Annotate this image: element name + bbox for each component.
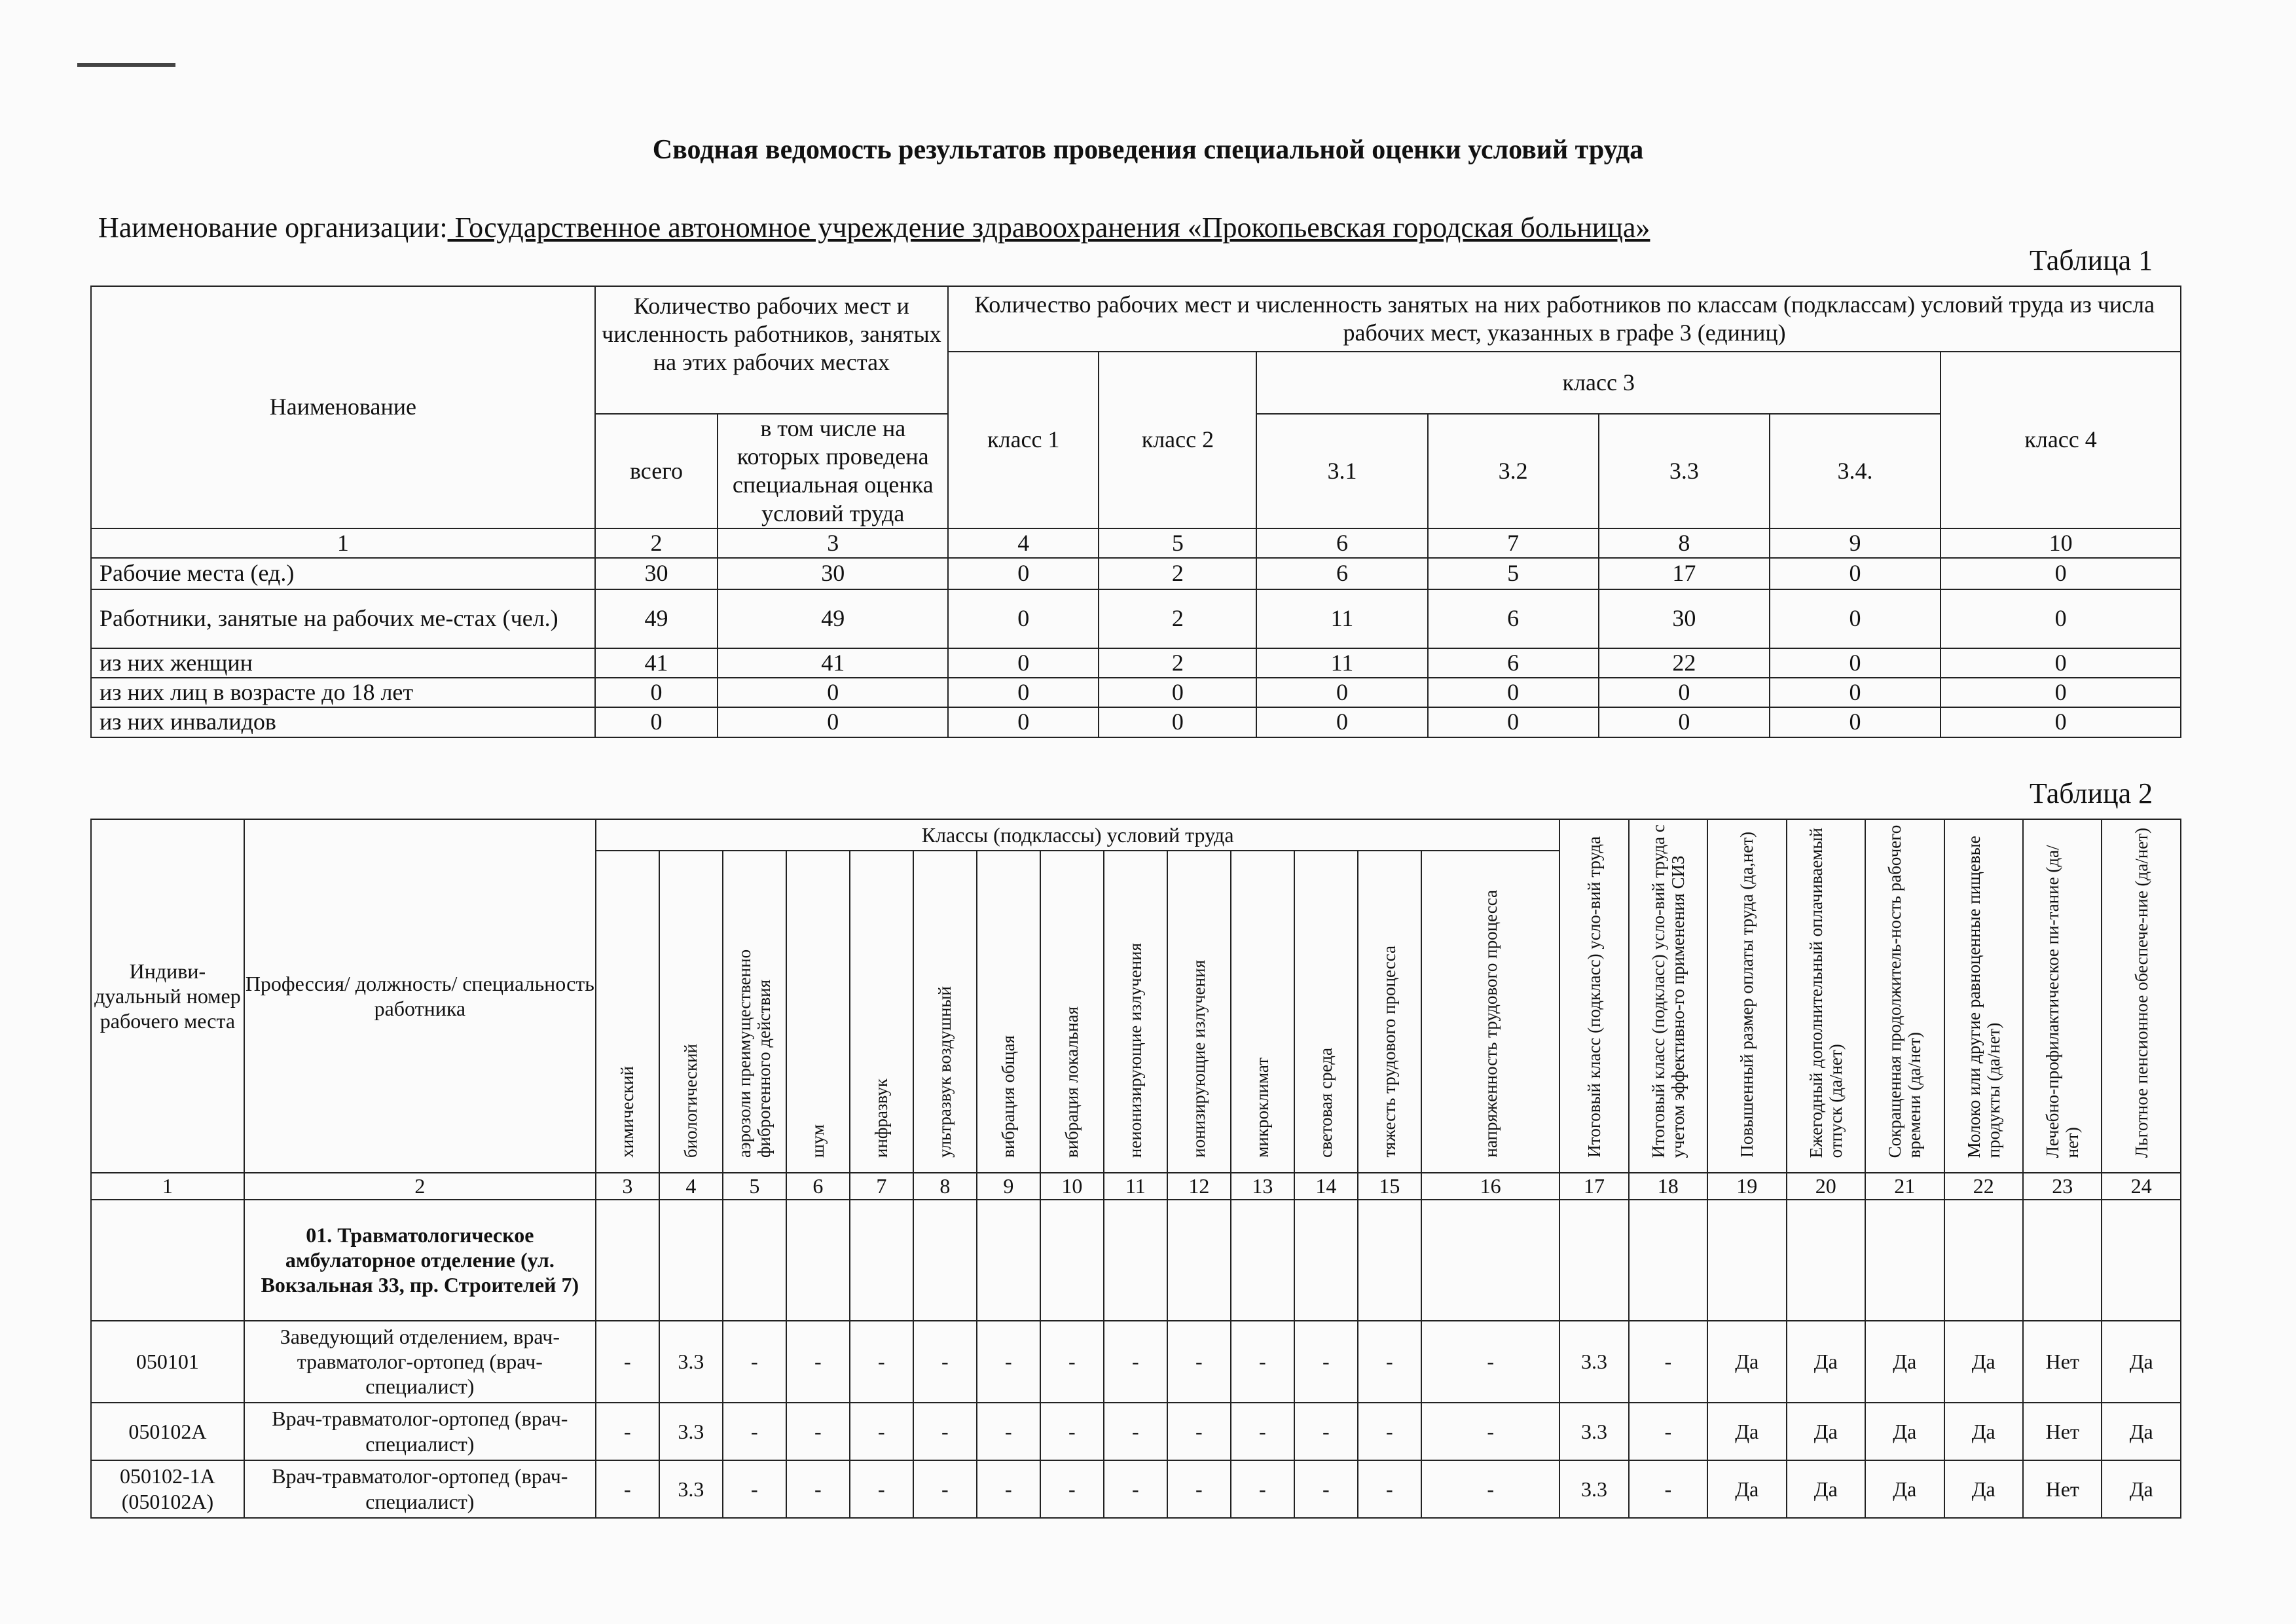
t1-cell: 0 (1256, 678, 1427, 707)
t1-header-class3: класс 3 (1256, 352, 1941, 414)
t1-cell: 0 (1599, 707, 1770, 737)
t2-header-extra-label: Итоговый класс (подкласс) усло-вий труда с учетом эффективно-го применения СИЗ (1648, 824, 1688, 1158)
t2-cell: Да (1944, 1321, 2023, 1403)
t2-cell: 3.3 (1559, 1403, 1628, 1460)
t2-section-blank (1865, 1200, 1944, 1321)
t2-cell: - (596, 1460, 659, 1518)
t2-header-factor (1294, 851, 1358, 1173)
t2-column-number: 20 (1787, 1173, 1865, 1199)
t1-cell: 2 (1099, 648, 1256, 678)
t1-cell: 11 (1256, 648, 1427, 678)
t2-cell: Да (1944, 1460, 2023, 1518)
t2-cell: - (1167, 1321, 1231, 1403)
t2-header-factor (850, 851, 913, 1173)
t1-cell: 6 (1428, 648, 1599, 678)
t2-column-number: 19 (1707, 1173, 1786, 1199)
t2-column-number: 22 (1944, 1173, 2023, 1199)
t2-header-extra-label: Льготное пенсионное обеспече-ние (да/нет) (2131, 827, 2151, 1158)
t2-cell: - (1421, 1403, 1560, 1460)
t2-header-extra-label: Молоко или другие равноценные пищевые продукты (да/нет) (1963, 835, 2003, 1158)
t2-header-factor-label: световая среда (1316, 1048, 1336, 1158)
t1-column-number: 3 (718, 528, 948, 558)
t2-cell: Нет (2023, 1403, 2102, 1460)
t2-header-extra-label: Сокращенная продолжитель-ность рабочего времени (да/нет) (1885, 824, 1925, 1158)
t2-cell: - (1167, 1403, 1231, 1460)
t2-section-blank (1944, 1200, 2023, 1321)
t2-header-factor-label: тяжесть трудового процесса (1379, 946, 1400, 1158)
t2-header-id: Индиви-дуальный номер рабочего места (91, 819, 244, 1173)
t2-workplace-id: 050102-1А (050102А) (91, 1460, 244, 1518)
t2-section-blank (1231, 1200, 1294, 1321)
t2-cell: - (1358, 1403, 1421, 1460)
t2-header-factor-label: неионизирующие излучения (1125, 942, 1146, 1158)
t2-column-number: 1 (91, 1173, 244, 1199)
t1-header-class2: класс 2 (1099, 352, 1256, 528)
t1-column-number: 10 (1941, 528, 2181, 558)
t2-column-number: 7 (850, 1173, 913, 1199)
organization-label: Наименование организации: (98, 212, 448, 244)
t1-header-assessed: в том числе на которых проведена специальная оценка условий труда (718, 414, 948, 528)
t2-section-blank (659, 1200, 723, 1321)
t2-section-blank (1559, 1200, 1628, 1321)
t1-cell: 49 (718, 589, 948, 648)
scan-mark (77, 63, 175, 67)
t2-cell: Да (2102, 1403, 2181, 1460)
t2-header-extra (2023, 819, 2102, 1173)
t2-cell: - (786, 1403, 850, 1460)
t2-cell: - (1294, 1321, 1358, 1403)
t2-cell: - (977, 1321, 1040, 1403)
t2-cell: 3.3 (659, 1321, 723, 1403)
t1-cell: 0 (1256, 707, 1427, 737)
t2-section-blank (1040, 1200, 1104, 1321)
t1-cell: 22 (1599, 648, 1770, 678)
t1-cell: 30 (718, 558, 948, 589)
t2-cell: - (850, 1460, 913, 1518)
t2-header-extra (1707, 819, 1786, 1173)
t2-cell: - (723, 1403, 786, 1460)
t2-header-factor (1421, 851, 1560, 1173)
table-row (91, 648, 2181, 678)
t1-cell: 0 (948, 648, 1099, 678)
t2-cell: - (1040, 1321, 1104, 1403)
t1-cell: 2 (1099, 589, 1256, 648)
t1-cell: 0 (948, 707, 1099, 737)
table-row (91, 707, 2181, 737)
t2-section-blank (596, 1200, 659, 1321)
t2-cell: Да (1944, 1403, 2023, 1460)
t1-column-number: 1 (91, 528, 595, 558)
t2-cell: Нет (2023, 1460, 2102, 1518)
t2-header-factor-label: химический (617, 1066, 638, 1158)
t2-cell: - (913, 1460, 977, 1518)
t2-cell: Да (1787, 1321, 1865, 1403)
t2-header-factor-label: вибрация локальная (1062, 1006, 1082, 1158)
t2-cell: Да (1787, 1403, 1865, 1460)
summary-table-2 (90, 819, 2181, 1519)
t2-header-factor-label: шум (808, 1124, 828, 1158)
t2-section-blank (850, 1200, 913, 1321)
t2-section-blank (1629, 1200, 1707, 1321)
t2-header-factor (1231, 851, 1294, 1173)
t2-column-number: 15 (1358, 1173, 1421, 1199)
t2-column-number: 14 (1294, 1173, 1358, 1199)
t2-header-factor (977, 851, 1040, 1173)
t2-cell: - (850, 1321, 913, 1403)
t1-header-sub-3-4: 3.4. (1770, 414, 1941, 528)
t2-cell: Да (1865, 1321, 1944, 1403)
t2-profession: Врач-травматолог-ортопед (врач-специалист) (244, 1460, 596, 1518)
t1-header-class4: класс 4 (1941, 352, 2181, 528)
t2-cell: - (1040, 1403, 1104, 1460)
t2-column-number: 16 (1421, 1173, 1560, 1199)
t2-cell: - (1231, 1460, 1294, 1518)
t2-column-number: 12 (1167, 1173, 1231, 1199)
t2-header-factor-label: ультразвук воздушный (935, 986, 955, 1158)
t2-section-blank (913, 1200, 977, 1321)
t2-section-blank (1167, 1200, 1231, 1321)
t2-section-blank (977, 1200, 1040, 1321)
t2-column-number: 18 (1629, 1173, 1707, 1199)
t1-cell: 0 (1770, 678, 1941, 707)
t1-cell: 0 (948, 589, 1099, 648)
t2-column-number: 13 (1231, 1173, 1294, 1199)
t1-column-number: 4 (948, 528, 1099, 558)
t2-cell: 3.3 (1559, 1321, 1628, 1403)
t1-column-number: 9 (1770, 528, 1941, 558)
organization-name: Государственное автономное учреждение здравоохранения «Прокопьевская городская больница» (447, 212, 1650, 244)
t1-cell: 0 (595, 707, 718, 737)
t2-header-factor-label: аэрозоли преимущественно фиброгенного действия (735, 949, 774, 1158)
t2-header-factor (1358, 851, 1421, 1173)
t2-cell: - (786, 1321, 850, 1403)
t2-header-factor (1104, 851, 1167, 1173)
t2-header-extra (1787, 819, 1865, 1173)
t2-header-factor (596, 851, 659, 1173)
t1-cell: 2 (1099, 558, 1256, 589)
t1-cell: 30 (1599, 589, 1770, 648)
t1-column-number: 5 (1099, 528, 1256, 558)
table-row (91, 589, 2181, 648)
t2-header-extra-label: Ежегодный дополнительный оплачиваемый отпуск (да/нет) (1806, 827, 1846, 1158)
t2-header-extra (1629, 819, 1707, 1173)
t2-column-number: 11 (1104, 1173, 1167, 1199)
t1-row-label: Работники, занятые на рабочих ме-стах (чел.) (91, 589, 595, 648)
t2-cell: Да (1865, 1403, 1944, 1460)
t1-column-number: 6 (1256, 528, 1427, 558)
t1-header-name: Наименование (91, 286, 595, 528)
t2-header-factor (1040, 851, 1104, 1173)
t1-header-sub-3-1: 3.1 (1256, 414, 1427, 528)
t2-header-factor (1167, 851, 1231, 1173)
t2-cell: - (596, 1403, 659, 1460)
t2-column-number: 23 (2023, 1173, 2102, 1199)
t2-cell: - (1104, 1460, 1167, 1518)
t1-row-label: из них инвалидов (91, 707, 595, 737)
t1-cell: 0 (1428, 678, 1599, 707)
t1-cell: 41 (718, 648, 948, 678)
t2-header-profession: Профессия/ должность/ специальность работника (244, 819, 596, 1173)
t1-column-number: 2 (595, 528, 718, 558)
t2-cell: 3.3 (1559, 1460, 1628, 1518)
t2-cell: - (1629, 1460, 1707, 1518)
table-row (91, 1321, 2181, 1403)
t1-cell: 41 (595, 648, 718, 678)
t2-cell: - (1104, 1321, 1167, 1403)
t2-column-number: 4 (659, 1173, 723, 1199)
t2-cell: - (1104, 1403, 1167, 1460)
t1-cell: 0 (1770, 707, 1941, 737)
t2-cell: - (786, 1460, 850, 1518)
t1-cell: 0 (1941, 648, 2181, 678)
t2-column-number: 2 (244, 1173, 596, 1199)
t2-cell: - (1231, 1321, 1294, 1403)
t2-header-classes: Классы (подклассы) условий труда (596, 819, 1560, 851)
t2-cell: - (1294, 1460, 1358, 1518)
t1-cell: 49 (595, 589, 718, 648)
t1-cell: 0 (1599, 678, 1770, 707)
t2-header-extra (1865, 819, 1944, 1173)
t2-column-number: 17 (1559, 1173, 1628, 1199)
t1-cell: 0 (1941, 558, 2181, 589)
t1-column-number: 8 (1599, 528, 1770, 558)
t1-cell: 0 (718, 707, 948, 737)
table-row (91, 1403, 2181, 1460)
t2-cell: Да (1707, 1321, 1786, 1403)
t2-column-number: 10 (1040, 1173, 1104, 1199)
t2-header-factor (786, 851, 850, 1173)
t2-header-factor-label: инфразвук (871, 1079, 892, 1158)
t2-column-number: 3 (596, 1173, 659, 1199)
t1-cell: 30 (595, 558, 718, 589)
t1-cell: 0 (1099, 707, 1256, 737)
t2-column-numbers (91, 1173, 2181, 1199)
t1-cell: 0 (1428, 707, 1599, 737)
t2-cell: - (850, 1403, 913, 1460)
t2-column-number: 8 (913, 1173, 977, 1199)
table-row (91, 678, 2181, 707)
t2-header-factor-label: ионизирующие излучения (1189, 960, 1209, 1158)
t1-cell: 0 (718, 678, 948, 707)
t1-cell: 0 (948, 678, 1099, 707)
t1-cell: 0 (1099, 678, 1256, 707)
t2-cell: - (596, 1321, 659, 1403)
t1-cell: 6 (1428, 589, 1599, 648)
t1-header-class1: класс 1 (948, 352, 1099, 528)
t2-cell: Да (2102, 1321, 2181, 1403)
t2-header-factor-label: вибрация общая (998, 1035, 1019, 1158)
t2-cell: - (913, 1403, 977, 1460)
t1-header-group-a: Количество рабочих мест и численность работников, занятых на этих рабочих местах (595, 286, 948, 414)
t2-column-number: 9 (977, 1173, 1040, 1199)
t2-header-factor (659, 851, 723, 1173)
t2-cell: Нет (2023, 1321, 2102, 1403)
t2-header-factor-label: микроклимат (1252, 1058, 1273, 1158)
t2-section-blank (1358, 1200, 1421, 1321)
t2-profession: Заведующий отделением, врач- травматолог-ортопед (врач-специалист) (244, 1321, 596, 1403)
t2-section-blank (2102, 1200, 2181, 1321)
t2-column-number: 21 (1865, 1173, 1944, 1199)
t2-section-empty-id (91, 1200, 244, 1321)
t1-cell: 0 (1941, 589, 2181, 648)
t2-header-factor (913, 851, 977, 1173)
t2-header-factor-label: напряженность трудового процесса (1480, 890, 1501, 1158)
table-row (91, 558, 2181, 589)
t2-cell: Да (1865, 1460, 1944, 1518)
t1-cell: 6 (1256, 558, 1427, 589)
organization-line (98, 211, 1650, 244)
t1-header-sub-3-2: 3.2 (1428, 414, 1599, 528)
t2-header-extra-label: Повышенный размер оплаты труда (да,нет) (1737, 832, 1757, 1158)
t1-cell: 11 (1256, 589, 1427, 648)
t2-profession: Врач-травматолог-ортопед (врач-специалист) (244, 1403, 596, 1460)
t2-cell: - (977, 1403, 1040, 1460)
t2-cell: - (977, 1460, 1040, 1518)
t2-cell: - (913, 1321, 977, 1403)
t1-cell: 0 (595, 678, 718, 707)
t1-cell: 0 (1770, 648, 1941, 678)
t2-section-blank (1787, 1200, 1865, 1321)
t2-cell: - (1040, 1460, 1104, 1518)
t2-cell: Да (2102, 1460, 2181, 1518)
t1-header-group-b: Количество рабочих мест и численность занятых на них работников по классам (подклассам) условий труда из числа рабочих мест, указанных в графе 3 (единиц) (948, 286, 2181, 352)
t2-cell: - (723, 1460, 786, 1518)
t1-cell: 0 (1770, 558, 1941, 589)
t2-cell: - (1629, 1403, 1707, 1460)
t2-column-number: 5 (723, 1173, 786, 1199)
t2-column-number: 6 (786, 1173, 850, 1199)
t2-header-extra-label: Лечебно-профилактическое пи-тание (да/нет) (2042, 845, 2083, 1158)
table1-caption: Таблица 1 (2030, 244, 2153, 276)
t2-cell: - (1421, 1321, 1560, 1403)
t2-header-factor (723, 851, 786, 1173)
t2-section-blank (1707, 1200, 1786, 1321)
t2-header-extra (1944, 819, 2023, 1173)
t1-cell: 0 (1941, 678, 2181, 707)
t2-cell: 3.3 (659, 1460, 723, 1518)
t2-section-blank (2023, 1200, 2102, 1321)
table-row (91, 1460, 2181, 1518)
t2-section-blank (723, 1200, 786, 1321)
t2-header-extra (1559, 819, 1628, 1173)
t2-header-extra (2102, 819, 2181, 1173)
t1-row-label: из них лиц в возрасте до 18 лет (91, 678, 595, 707)
t2-column-number: 24 (2102, 1173, 2181, 1199)
t1-cell: 0 (1941, 707, 2181, 737)
t2-header-factor-label: биологический (681, 1043, 701, 1158)
t1-column-number: 7 (1428, 528, 1599, 558)
summary-table-1 (90, 286, 2181, 738)
t2-cell: - (1167, 1460, 1231, 1518)
t1-cell: 5 (1428, 558, 1599, 589)
t1-cell: 0 (948, 558, 1099, 589)
t2-cell: Да (1787, 1460, 1865, 1518)
t1-header-sub-3-3: 3.3 (1599, 414, 1770, 528)
t2-cell: - (1629, 1321, 1707, 1403)
t2-header-extra-label: Итоговый класс (подкласс) усло-вий труда (1584, 836, 1604, 1158)
t1-cell: 0 (1770, 589, 1941, 648)
t1-header-total: всего (595, 414, 718, 528)
t2-section-title: 01. Травматологическое амбулаторное отделение (ул. Вокзальная 33, пр. Строителей 7) (244, 1200, 596, 1321)
t2-workplace-id: 050102А (91, 1403, 244, 1460)
t2-cell: Да (1707, 1460, 1786, 1518)
table2-caption: Таблица 2 (2030, 777, 2153, 809)
document-title: Сводная ведомость результатов проведения специальной оценки условий труда (652, 135, 1644, 165)
t2-cell: Да (1707, 1403, 1786, 1460)
t2-cell: - (1358, 1321, 1421, 1403)
t2-cell: - (1421, 1460, 1560, 1518)
t1-column-numbers (91, 528, 2181, 558)
t1-cell: 17 (1599, 558, 1770, 589)
t2-section-blank (1104, 1200, 1167, 1321)
t2-cell: - (723, 1321, 786, 1403)
t2-cell: - (1294, 1403, 1358, 1460)
t2-workplace-id: 050101 (91, 1321, 244, 1403)
t2-cell: - (1231, 1403, 1294, 1460)
t2-section-blank (786, 1200, 850, 1321)
t1-row-label: из них женщин (91, 648, 595, 678)
t2-cell: 3.3 (659, 1403, 723, 1460)
t2-section-blank (1294, 1200, 1358, 1321)
t1-row-label: Рабочие места (ед.) (91, 558, 595, 589)
t2-section-blank (1421, 1200, 1560, 1321)
t2-cell: - (1358, 1460, 1421, 1518)
